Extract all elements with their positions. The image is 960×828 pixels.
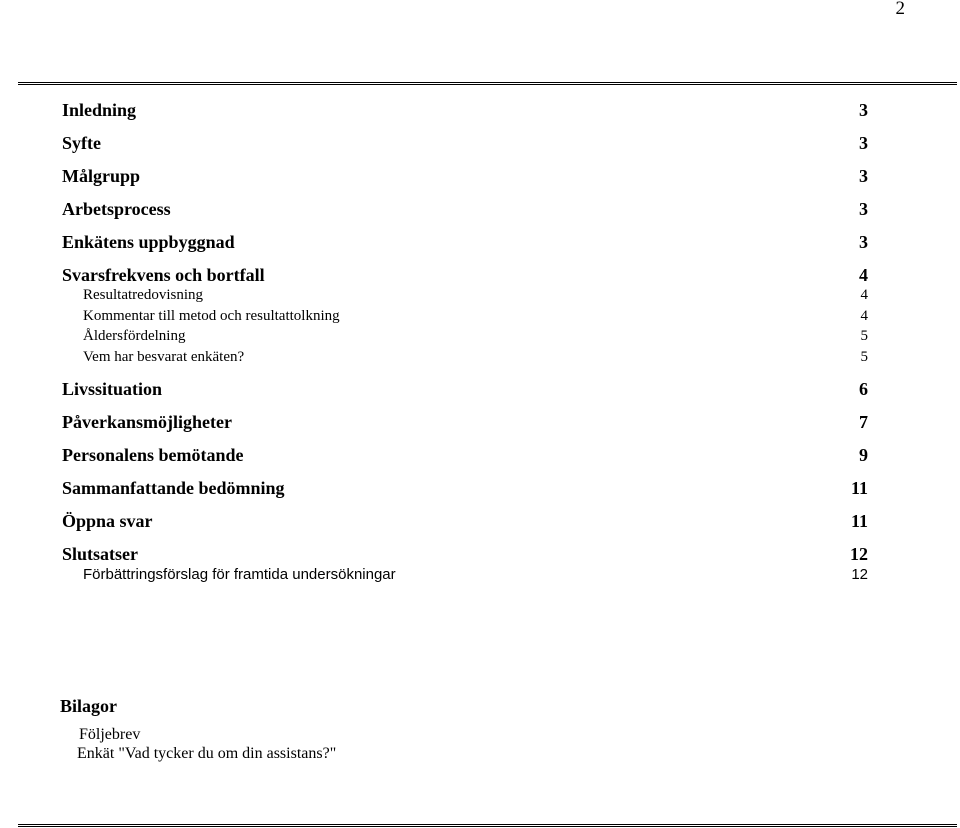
toc-entry-page: 3 — [859, 166, 868, 186]
toc-entry[interactable] — [62, 412, 868, 445]
appendix-item: Enkät "Vad tycker du om din assistans?" — [77, 745, 337, 762]
appendix-section — [60, 696, 336, 763]
toc-entry[interactable] — [62, 544, 868, 566]
toc-entry-label: Inledning — [62, 100, 137, 120]
page-number: 2 — [895, 0, 905, 19]
toc-entry-page: 7 — [859, 412, 868, 432]
toc-subentry[interactable] — [62, 349, 868, 370]
toc-entry[interactable] — [62, 100, 868, 133]
spacer — [62, 369, 868, 379]
toc-entry-label: Målgrupp — [62, 166, 141, 186]
toc-entry-page: 12 — [850, 544, 868, 564]
toc-entry-page: 4 — [859, 265, 868, 285]
toc-entry-label: Arbetsprocess — [62, 199, 171, 219]
toc-entry-label: Livssituation — [62, 379, 163, 399]
toc-entry-label: Sammanfattande bedömning — [62, 478, 285, 498]
toc-entry-page: 3 — [859, 199, 868, 219]
toc-subentry-label: Kommentar till metod och resultattolkning — [83, 307, 340, 324]
appendix-item: Följebrev — [79, 726, 141, 743]
toc-entry-page: 11 — [850, 478, 868, 498]
toc-subentry-page: 4 — [860, 307, 868, 324]
toc-subentry[interactable] — [62, 328, 868, 349]
toc-subentry-label: Förbättringsförslag för framtida undersökningar — [83, 566, 396, 583]
toc-entry[interactable] — [62, 166, 868, 199]
footer-rule — [18, 824, 957, 827]
toc-entry[interactable] — [62, 265, 868, 287]
toc-entry-page: 3 — [859, 232, 868, 252]
table-of-contents — [62, 100, 868, 587]
appendix-title: Bilagor — [60, 696, 117, 716]
toc-entry[interactable] — [62, 511, 868, 544]
toc-entry-label: Svarsfrekvens och bortfall — [62, 265, 265, 285]
toc-subentry-page: 4 — [860, 287, 868, 303]
toc-entry[interactable] — [62, 379, 868, 412]
toc-entry-label: Syfte — [62, 133, 101, 153]
toc-entry[interactable] — [62, 478, 868, 511]
toc-subentry-page: 5 — [860, 348, 868, 365]
toc-entry-page: 6 — [859, 379, 868, 399]
toc-entry-page: 9 — [859, 445, 868, 465]
toc-entry[interactable] — [62, 133, 868, 166]
toc-entry-page: 3 — [859, 100, 868, 120]
toc-entry[interactable] — [62, 445, 868, 478]
toc-entry[interactable] — [62, 232, 868, 265]
toc-entry-label: Slutsatser — [62, 544, 138, 564]
toc-entry-page: 3 — [859, 133, 868, 153]
toc-entry-label: Öppna svar — [62, 511, 153, 531]
toc-entry-label: Personalens bemötande — [62, 445, 244, 465]
toc-subentry-label: Resultatredovisning — [83, 287, 203, 303]
toc-entry[interactable] — [62, 199, 868, 232]
toc-subentry-page: 12 — [851, 566, 868, 583]
header-rule — [18, 82, 957, 85]
toc-entry-label: Enkätens uppbyggnad — [62, 232, 235, 252]
toc-subentry-label: Vem har besvarat enkäten? — [83, 348, 245, 365]
toc-subentry[interactable] — [62, 308, 868, 329]
toc-entry-page: 11 — [850, 511, 868, 531]
toc-subentry-label: Åldersfördelning — [83, 328, 186, 344]
toc-subentry[interactable] — [62, 566, 868, 587]
toc-entry-label: Påverkansmöjligheter — [62, 412, 232, 432]
toc-subentry-page: 5 — [860, 328, 868, 344]
toc-subentry[interactable] — [62, 287, 868, 308]
